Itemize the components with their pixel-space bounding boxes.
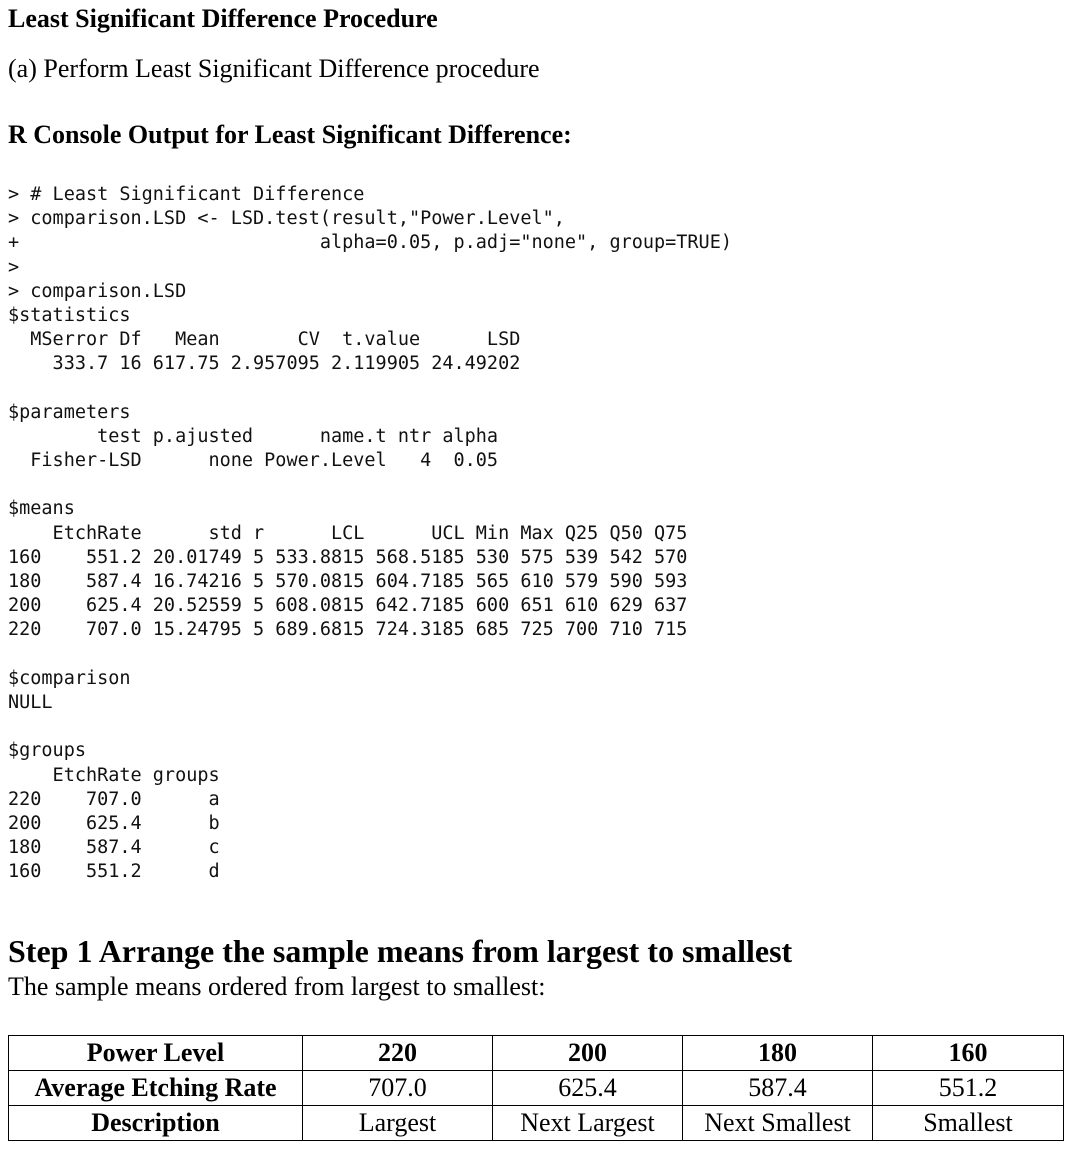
console-line: 220 707.0 a [8, 788, 220, 810]
console-line: 160 551.2 d [8, 861, 220, 883]
step1-heading: Step 1 Arrange the sample means from largest to smallest [8, 933, 793, 969]
console-line: EtchRate std r LCL UCL Min Max Q25 Q50 Q75 [8, 522, 688, 544]
console-line: $comparison [8, 667, 131, 689]
console-line: > comparison.LSD [8, 280, 187, 302]
rate-cell: 707.0 [303, 1071, 493, 1106]
row-label-average-etching-rate: Average Etching Rate [9, 1071, 303, 1106]
console-line: 180 587.4 c [8, 837, 220, 859]
table-row [9, 1036, 1064, 1071]
rate-cell: 625.4 [493, 1071, 683, 1106]
part-a-instruction: (a) Perform Least Significant Difference procedure [8, 54, 540, 83]
console-line: 180 587.4 16.74216 5 570.0815 604.7185 565 610 579 590 593 [8, 571, 688, 592]
rate-cell: 587.4 [683, 1071, 873, 1106]
console-line: 333.7 16 617.75 2.957095 2.119905 24.49202 [8, 353, 521, 375]
page-title: Least Significant Difference Procedure [8, 4, 438, 33]
console-line: $groups [8, 740, 86, 762]
console-heading: R Console Output for Least Significant Difference: [8, 120, 572, 149]
table-row [9, 1071, 1064, 1106]
console-line: test p.ajusted name.t ntr alpha [8, 425, 499, 447]
console-line: EtchRate groups [8, 764, 220, 786]
console-line: > comparison.LSD <- LSD.test(result,"Power.Level", [8, 208, 565, 230]
table-row [9, 1106, 1064, 1141]
console-line [8, 715, 732, 739]
console-line: $statistics [8, 304, 131, 326]
console-line: $means [8, 498, 75, 520]
row-label-power-level: Power Level [9, 1036, 303, 1071]
step1-text: The sample means ordered from largest to smallest: [8, 972, 546, 1001]
description-cell: Largest [303, 1106, 493, 1141]
description-cell: Smallest [873, 1106, 1064, 1141]
console-line: NULL [8, 691, 53, 713]
console-line: 200 625.4 20.52559 5 608.0815 642.7185 600 651 610 629 637 [8, 595, 688, 617]
ordered-means-table [8, 1035, 1064, 1141]
console-line: MSerror Df Mean CV t.value LSD [8, 329, 521, 351]
console-line: + alpha=0.05, p.adj="none", group=TRUE) [8, 232, 732, 254]
power-level-cell: 160 [873, 1036, 1064, 1071]
row-label-description: Description [9, 1106, 303, 1141]
console-line: > # Least Significant Difference [8, 184, 365, 205]
console-line: 220 707.0 15.24795 5 689.6815 724.3185 685 725 700 710 715 [8, 619, 688, 641]
console-line [8, 643, 732, 667]
power-level-cell: 220 [303, 1036, 493, 1071]
r-console-output [8, 183, 732, 884]
description-cell: Next Largest [493, 1106, 683, 1141]
console-line [8, 473, 732, 497]
console-line: > [8, 256, 20, 278]
console-line: Fisher-LSD none Power.Level 4 0.05 [8, 450, 499, 472]
console-line: 160 551.2 20.01749 5 533.8815 568.5185 530 575 539 542 570 [8, 546, 688, 568]
console-line: $parameters [8, 401, 131, 423]
console-line [8, 377, 732, 401]
console-line: 200 625.4 b [8, 812, 220, 834]
power-level-cell: 200 [493, 1036, 683, 1071]
rate-cell: 551.2 [873, 1071, 1064, 1106]
description-cell: Next Smallest [683, 1106, 873, 1141]
power-level-cell: 180 [683, 1036, 873, 1071]
